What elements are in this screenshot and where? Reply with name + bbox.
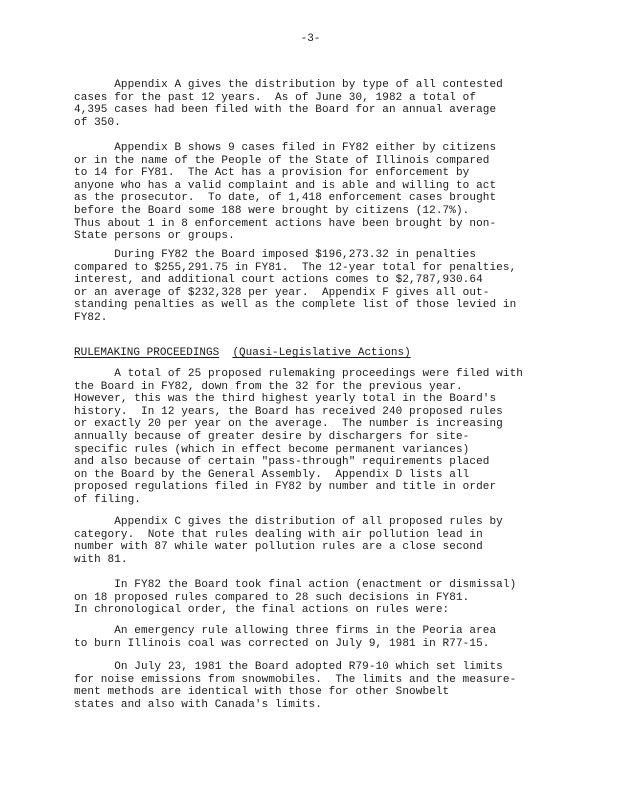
paragraph-appendix-a: Appendix A gives the distribution by type of all contested cases for the past 12 years. As of June 30, 1982 a total of 4,395 cases had been filed with the Board for an annual average of 350. bbox=[74, 79, 503, 129]
section-heading-title: RULEMAKING PROCEEDINGS bbox=[74, 347, 220, 359]
paragraph-appendix-b: Appendix B shows 9 cases filed in FY82 either by citizens or in the name of the People of the State of Illinois compared to 14 for FY81. The Act has a provision for enforcement by anyone who has a valid complaint and is able and willing to act as the prosecutor. To date, of 1,418 enforcement cases brought before the Board some 188 were brought by citizens (12.7%). Thus about 1 in 8 enforcement actions have been brought by non- State persons or groups. bbox=[74, 142, 497, 243]
paragraph-rulemaking: A total of 25 proposed rulemaking proceedings were filed with the Board in FY82, down from the 32 for the previous year. However, this was the third highest yearly total in the Board's history. In 12 years, the Board has received 240 proposed rules or exactly 20 per year on the average. The number is increasing annually because of greater desire by dischargers for site- specific rules (which in effect become permanent variances) and also because of certain "pass-through" requirements placed on the Board by the General Assembly. Appendix D lists all proposed regulations filed in FY82 by number and title in order of filing. bbox=[74, 368, 523, 506]
section-heading bbox=[74, 347, 411, 360]
paragraph-penalties: During FY82 the Board imposed $196,273.32 in penalties compared to $255,291.75 in FY81. The 12-year total for penalties, interest, and additional court actions comes to $2,787,930.64 or an average of $232,328 per year. Appendix F gives all out- standing penalties as well as the complete list of those levied in FY82. bbox=[74, 249, 517, 324]
paragraph-appendix-c: Appendix C gives the distribution of all proposed rules by category. Note that rules dealing with air pollution lead in number with 87 while water pollution rules are a close second with 81. bbox=[74, 516, 503, 566]
paragraph-snowmobiles: On July 23, 1981 the Board adopted R79-10 which set limits for noise emissions from snowmobiles. The limits and the measure- ment methods are identical with those for other Snowbelt states and also with Canada's limits. bbox=[74, 661, 517, 711]
page-number: -3- bbox=[300, 33, 321, 45]
section-heading-subtitle: (Quasi-Legislative Actions) bbox=[232, 347, 411, 359]
paragraph-emergency-rule: An emergency rule allowing three firms in the Peoria area to burn Illinois coal was corrected on July 9, 1981 in R77-15. bbox=[74, 625, 497, 650]
paragraph-final-action: In FY82 the Board took final action (enactment or dismissal) on 18 proposed rules compared to 28 such decisions in FY81. In chronological order, the final actions on rules were: bbox=[74, 579, 517, 617]
